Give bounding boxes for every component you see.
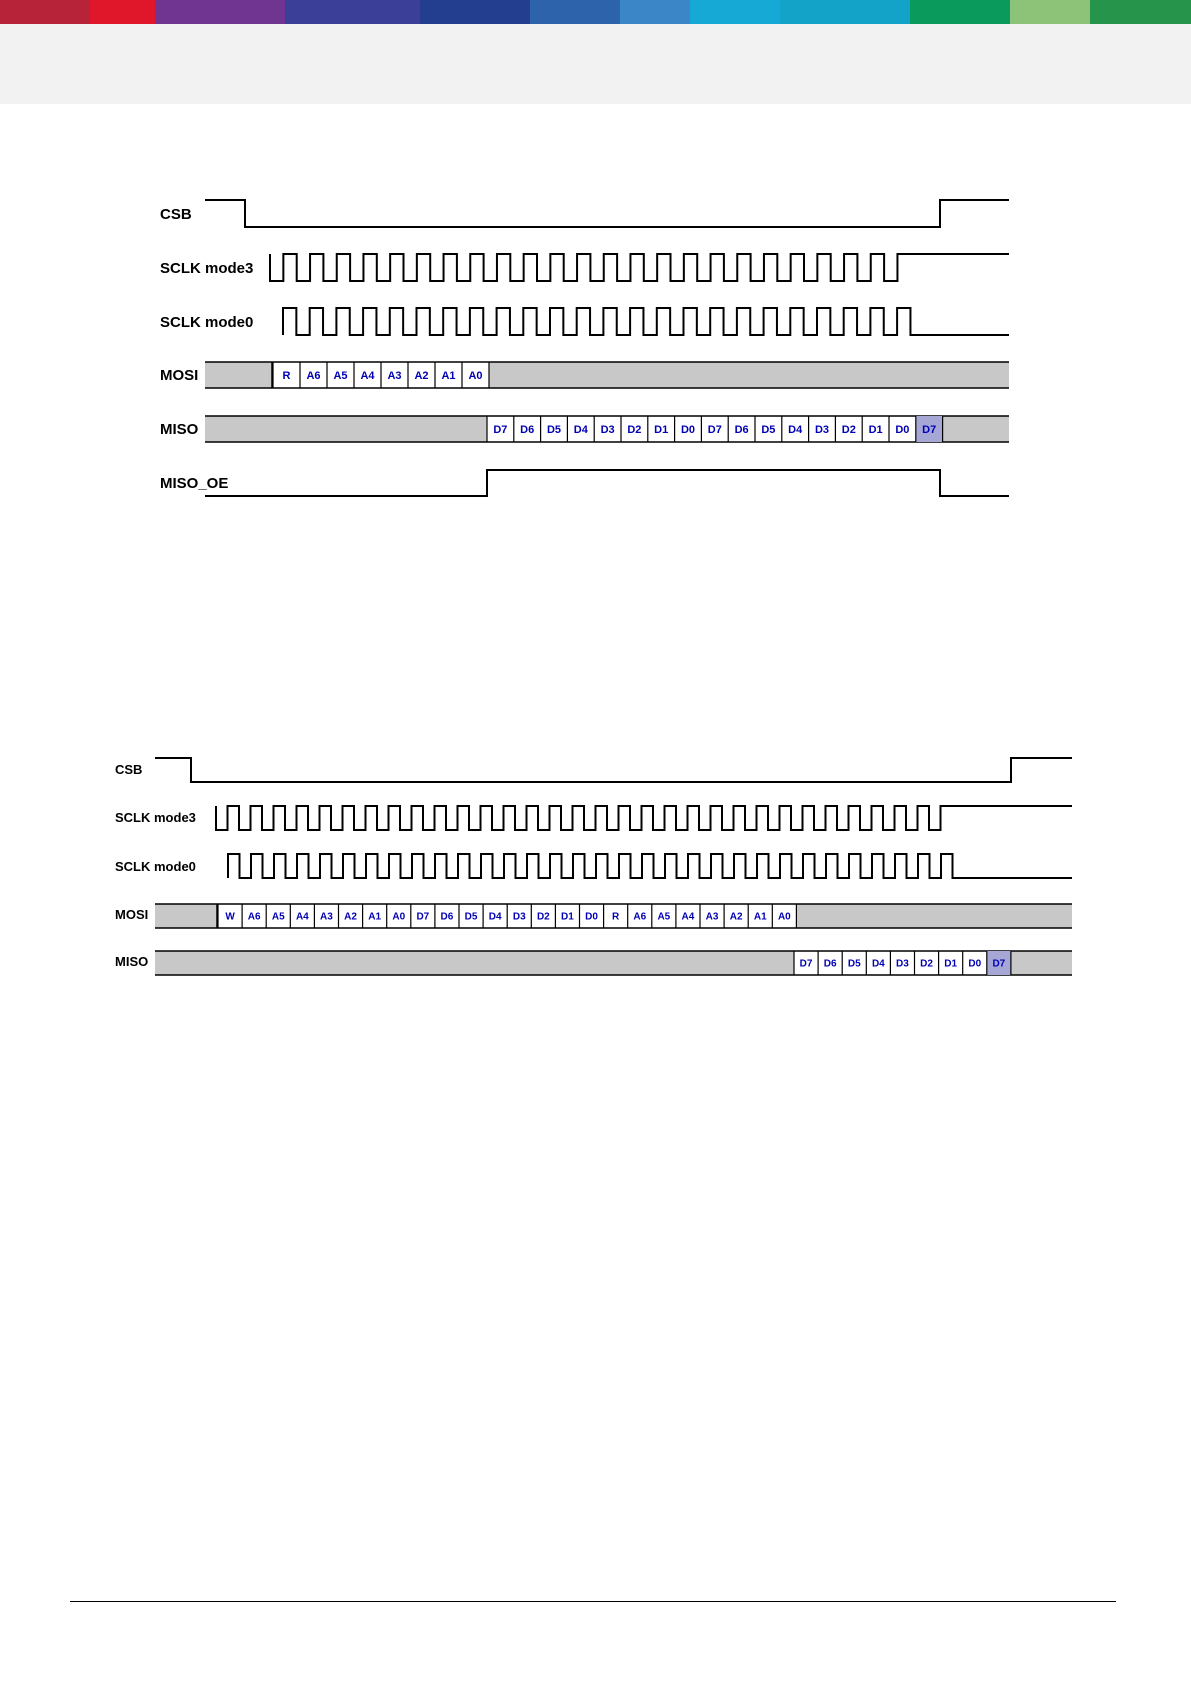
mosi-bit: A4 — [295, 911, 309, 923]
mosi-bit: D7 — [416, 911, 430, 923]
miso-bit: D5 — [546, 423, 562, 436]
mosi-bit: D5 — [464, 911, 478, 923]
csb-waveform — [205, 200, 1009, 227]
mosi-bit: A1 — [753, 911, 767, 923]
sclk-mode0-waveform — [228, 854, 1072, 878]
miso-idle-before — [205, 416, 487, 442]
band-segment — [1010, 0, 1091, 24]
mosi-bit: A5 — [271, 911, 285, 923]
mosi-bit: A4 — [681, 911, 695, 923]
sclk-mode3-label: SCLK mode3 — [160, 260, 254, 277]
mosi-bit: A6 — [306, 369, 321, 382]
band-segment — [690, 0, 781, 24]
sclk-mode0-label: SCLK mode0 — [160, 314, 254, 331]
miso-bit: D0 — [895, 423, 910, 436]
miso-bit: D5 — [761, 423, 776, 436]
sclk-mode3-waveform — [216, 806, 1072, 830]
band-segment — [0, 0, 91, 24]
band-segment — [530, 0, 621, 24]
band-segment — [620, 0, 691, 24]
mosi-bit: A1 — [368, 911, 382, 923]
footer-rule — [70, 1601, 1116, 1602]
miso-bit: D6 — [823, 958, 837, 970]
mosi-bit: D4 — [488, 911, 502, 923]
miso-bit: D5 — [847, 958, 861, 970]
mosi-bit: A0 — [392, 911, 406, 923]
mosi-bit: R — [612, 911, 620, 923]
mosi-bit: A0 — [777, 911, 791, 923]
miso-bit: D4 — [871, 958, 885, 970]
mosi-bit: A1 — [441, 369, 456, 382]
mosi-idle-after — [796, 904, 1072, 928]
mosi-bit: A4 — [360, 369, 375, 382]
mosi-label: MOSI — [115, 907, 149, 922]
mosi-bit: R — [282, 369, 291, 382]
sclk-mode0-label: SCLK mode0 — [115, 859, 196, 874]
mosi-bit: A5 — [333, 369, 348, 382]
miso-bit: D1 — [654, 423, 669, 436]
miso-bit: D2 — [920, 958, 933, 970]
miso-bit: D6 — [520, 423, 535, 436]
sclk-mode0-waveform — [283, 308, 1009, 335]
band-segment — [420, 0, 531, 24]
miso-bit: D6 — [734, 423, 749, 436]
miso-bit: D7 — [707, 423, 722, 436]
miso-label: MISO — [115, 954, 149, 969]
sclk-mode3-label: SCLK mode3 — [115, 810, 196, 825]
band-segment — [90, 0, 156, 24]
header-color-band — [0, 0, 1191, 24]
mosi-bit: A3 — [387, 369, 402, 382]
mosi-bit: A3 — [320, 911, 333, 923]
mosi-bit: D6 — [440, 911, 454, 923]
mosi-bit: D3 — [512, 911, 526, 923]
miso-bit: D7 — [922, 423, 937, 436]
band-segment — [155, 0, 286, 24]
csb-waveform — [155, 758, 1072, 782]
miso-bit: D2 — [627, 423, 642, 436]
mosi-bit: D2 — [536, 911, 550, 923]
miso-bit: D7 — [493, 423, 508, 436]
mosi-bit: D0 — [585, 911, 598, 923]
mosi-bit: A0 — [468, 369, 483, 382]
sclk-mode3-waveform — [270, 254, 1009, 281]
miso-bit: D2 — [841, 423, 856, 436]
miso-bit: D4 — [573, 423, 588, 436]
miso-bit: D4 — [788, 423, 803, 436]
csb-label: CSB — [115, 762, 143, 777]
mosi-bit: W — [225, 911, 235, 923]
mosi-label: MOSI — [160, 367, 199, 384]
mosi-bit: D1 — [561, 911, 574, 923]
mosi-bit: A3 — [705, 911, 719, 923]
mosi-idle-before — [205, 362, 273, 388]
miso-idle-after — [943, 416, 1009, 442]
miso-bit: D0 — [968, 958, 982, 970]
band-segment — [285, 0, 421, 24]
spi-write-read-timing-diagram — [0, 745, 1191, 985]
csb-label: CSB — [160, 206, 192, 223]
miso-bit: D1 — [868, 423, 883, 436]
miso-bit: D7 — [799, 958, 813, 970]
miso-bit: D3 — [814, 423, 830, 436]
band-segment — [780, 0, 911, 24]
band-segment — [1090, 0, 1191, 24]
mosi-bit: A6 — [247, 911, 261, 923]
band-segment — [910, 0, 1011, 24]
miso-label: MISO — [160, 421, 199, 438]
miso-bit: D0 — [680, 423, 696, 436]
miso-bit: D1 — [944, 958, 958, 970]
header-grey-band — [0, 24, 1191, 104]
miso-oe-label: MISO_OE — [160, 475, 229, 492]
miso-bit: D7 — [992, 958, 1006, 970]
mosi-idle-before — [155, 904, 218, 928]
miso-idle-before — [155, 951, 794, 975]
mosi-bit: A2 — [729, 911, 743, 923]
mosi-bit: A6 — [633, 911, 647, 923]
mosi-idle-after — [489, 362, 1009, 388]
mosi-bit: A2 — [344, 911, 357, 923]
miso-bit: D3 — [896, 958, 909, 970]
miso-idle-after — [1011, 951, 1072, 975]
mosi-bit: A5 — [657, 911, 671, 923]
spi-read-timing-diagram — [0, 180, 1191, 510]
miso-bit: D3 — [600, 423, 615, 436]
miso-oe-waveform — [205, 470, 1009, 496]
mosi-bit: A2 — [414, 369, 429, 382]
